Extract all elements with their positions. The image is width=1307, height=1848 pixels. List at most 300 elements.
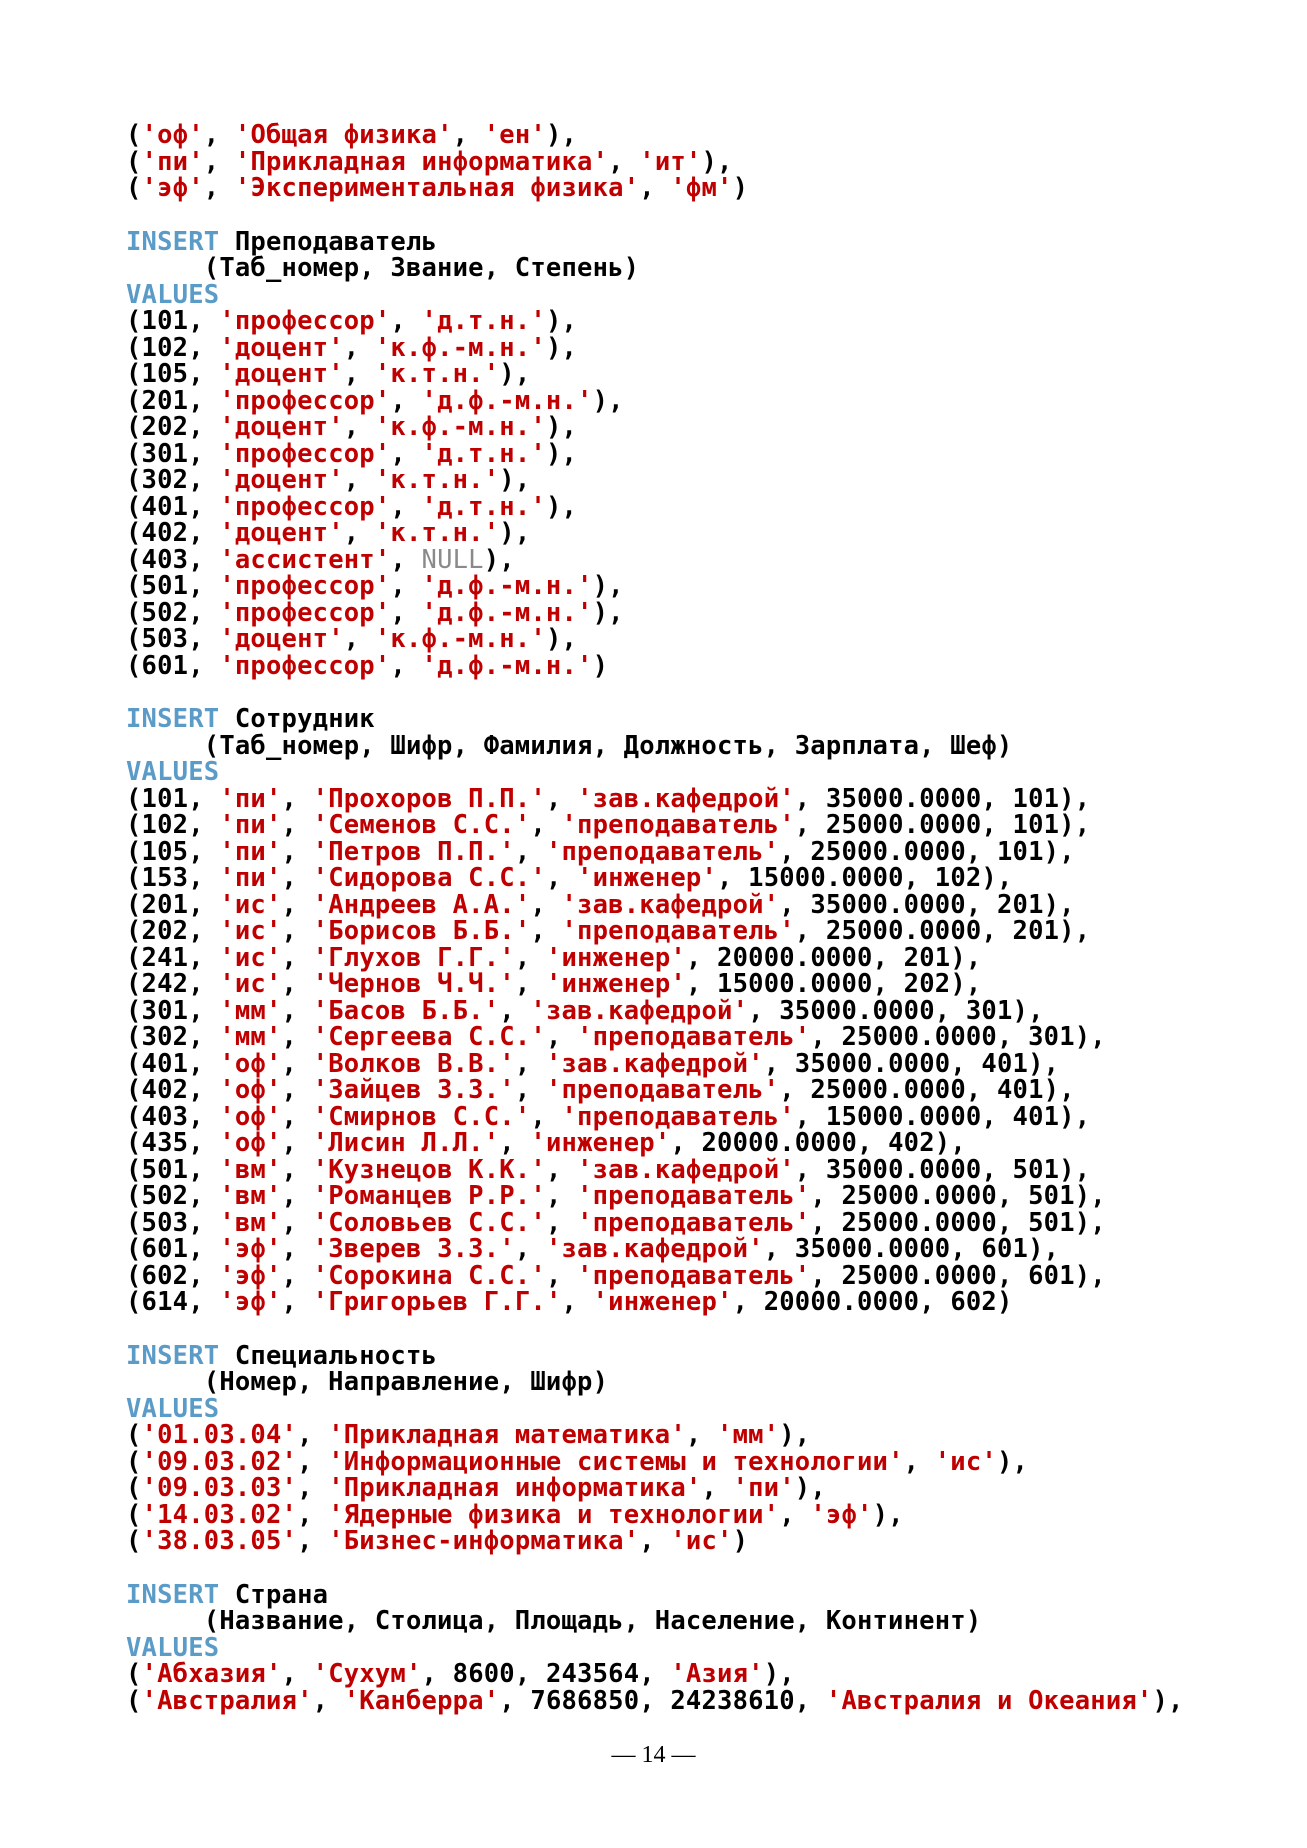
string-literal: '01.03.04' <box>141 1420 298 1450</box>
code-text: , <box>281 810 313 840</box>
code-text: ), <box>545 412 578 442</box>
code-text: , <box>281 1022 313 1052</box>
code-text: ), <box>779 1420 811 1450</box>
string-literal: 'ис' <box>934 1446 997 1477</box>
code-text: (201, <box>126 889 220 920</box>
code-text: , <box>530 810 562 840</box>
code-text: ) <box>592 650 609 681</box>
code-line <box>126 597 1184 628</box>
code-text: , <box>343 332 375 363</box>
string-literal: 'к.т.н.' <box>374 359 500 389</box>
code-text: , <box>685 1420 718 1450</box>
sql-keyword: VALUES <box>126 1393 220 1424</box>
code-text: , <box>545 863 578 893</box>
code-text: , 25000.0000, 501), <box>810 1207 1106 1238</box>
string-literal: 'Канберра' <box>343 1685 500 1716</box>
code-text: , 20000.0000, 201), <box>685 942 982 973</box>
code-text: , <box>903 1446 935 1477</box>
string-literal: 'Ядерные физика и технологии' <box>328 1499 780 1530</box>
code-text: (202, <box>126 412 220 442</box>
code-text: (301, <box>126 995 220 1026</box>
code-text: ), <box>545 438 578 469</box>
string-literal: 'зав.кафедрой' <box>577 1154 795 1185</box>
blank-line <box>126 202 1184 229</box>
code-line <box>126 1475 1184 1502</box>
code-text: , <box>390 306 422 336</box>
string-literal: 'доцент' <box>219 518 344 548</box>
code-text: , <box>281 783 313 814</box>
string-literal: 'Австралия и Океания' <box>825 1685 1153 1716</box>
code-line <box>126 995 1184 1026</box>
code-text: (501, <box>126 571 220 601</box>
code-text: , <box>390 438 422 469</box>
string-literal: 'профессор' <box>219 306 391 336</box>
code-text: ), <box>701 146 733 177</box>
string-literal: 'преподаватель' <box>577 1207 811 1238</box>
code-line <box>126 1499 1184 1530</box>
code-text: , 15000.0000, 202), <box>685 969 982 999</box>
code-text: , <box>281 1181 313 1211</box>
string-literal: 'пи' <box>219 863 282 893</box>
string-literal: 'ис' <box>219 969 282 999</box>
code-text: , <box>281 1659 313 1689</box>
string-literal: 'доцент' <box>219 465 344 495</box>
code-text: (Таб_номер, Шифр, Фамилия, Должность, Зарплата, Шеф) <box>126 730 1013 761</box>
code-text: ), <box>872 1499 904 1530</box>
string-literal: 'к.т.н.' <box>374 518 500 548</box>
string-literal: 'доцент' <box>219 624 344 654</box>
string-literal: 'эф' <box>219 1260 282 1291</box>
code-text: , <box>530 1101 562 1132</box>
code-text: (503, <box>126 1207 220 1238</box>
code-text: , <box>545 1260 578 1291</box>
code-line <box>126 1393 1184 1424</box>
code-text: , 20000.0000, 402), <box>670 1128 966 1158</box>
code-text: ), <box>592 571 624 601</box>
code-text: ), <box>996 1446 1029 1477</box>
string-literal: 'профессор' <box>219 650 391 681</box>
code-text: , <box>561 1287 593 1317</box>
code-text: ) <box>732 1526 749 1556</box>
code-text: Страна <box>219 1579 329 1610</box>
code-line <box>126 226 1184 257</box>
code-line <box>126 1369 1184 1396</box>
string-literal: 'инженер' <box>545 942 686 973</box>
code-text: , <box>281 889 313 920</box>
code-text: (101, <box>126 306 220 336</box>
code-text: , 35000.0000, 301), <box>748 995 1044 1026</box>
code-text: (403, <box>126 1101 220 1132</box>
code-text: ), <box>592 597 624 628</box>
code-text: , 25000.0000, 601), <box>810 1260 1106 1291</box>
string-literal: 'д.ф.-м.н.' <box>421 597 593 628</box>
code-text: ), <box>763 1659 795 1689</box>
code-text: ), <box>499 359 531 389</box>
code-text: (302, <box>126 465 220 495</box>
code-line <box>126 255 1184 282</box>
string-literal: 'доцент' <box>219 412 344 442</box>
code-text: , <box>281 1260 313 1291</box>
blank-line <box>126 1555 1184 1582</box>
code-line <box>126 971 1184 998</box>
code-text: (614, <box>126 1287 220 1317</box>
code-text: , <box>203 146 235 177</box>
code-text: , <box>343 412 375 442</box>
code-line <box>126 1422 1184 1449</box>
code-line <box>126 414 1184 441</box>
string-literal: 'вм' <box>219 1181 282 1211</box>
code-text: , <box>390 571 422 601</box>
code-line <box>126 520 1184 547</box>
code-text: , <box>343 465 375 495</box>
code-text: ), <box>483 544 515 575</box>
string-literal: '09.03.03' <box>141 1473 298 1503</box>
code-text: ), <box>545 491 578 522</box>
code-line <box>126 467 1184 494</box>
string-literal: 'профессор' <box>219 491 391 522</box>
code-line <box>126 1154 1184 1185</box>
string-literal: 'эф' <box>141 173 204 203</box>
code-text: , <box>343 359 375 389</box>
code-text: ), <box>1152 1685 1184 1716</box>
code-line <box>126 385 1184 416</box>
code-text: (503, <box>126 624 220 654</box>
code-line <box>126 1446 1184 1477</box>
code-text: ( <box>126 1446 142 1477</box>
code-text: , <box>514 969 546 999</box>
code-text: ), <box>545 332 578 363</box>
code-text: , <box>281 1287 313 1317</box>
code-text: , 25000.0000, 501), <box>810 1181 1106 1211</box>
string-literal: 'к.ф.-м.н.' <box>374 332 546 363</box>
string-literal: 'профессор' <box>219 438 391 469</box>
string-literal: '14.03.02' <box>141 1499 298 1530</box>
string-literal: 'пи' <box>732 1473 795 1503</box>
string-literal: 'к.ф.-м.н.' <box>374 412 546 442</box>
code-line <box>126 438 1184 469</box>
code-text: , <box>281 1234 313 1264</box>
string-literal: 'Глухов Г.Г.' <box>312 942 515 973</box>
code-text: (201, <box>126 385 220 416</box>
code-text: (601, <box>126 650 220 681</box>
string-literal: 'инженер' <box>530 1128 671 1158</box>
code-line <box>126 942 1184 973</box>
code-text: (601, <box>126 1234 220 1264</box>
string-literal: 'мм' <box>717 1420 780 1450</box>
code-text: , <box>297 1473 329 1503</box>
code-line <box>126 1661 1184 1688</box>
string-literal: 'Экспериментальная физика' <box>234 173 640 203</box>
string-literal: 'профессор' <box>219 597 391 628</box>
string-literal: 'д.т.н.' <box>421 306 546 336</box>
code-text: (301, <box>126 438 220 469</box>
code-text: , <box>639 173 671 203</box>
code-text: (402, <box>126 1075 220 1105</box>
code-text: , <box>390 597 422 628</box>
code-text: , <box>639 1526 671 1556</box>
code-text: , 35000.0000, 601), <box>763 1234 1060 1264</box>
string-literal: 'Бизнес-информатика' <box>328 1526 640 1556</box>
sql-keyword: VALUES <box>126 279 220 310</box>
string-literal: 'зав.кафедрой' <box>561 889 780 920</box>
code-text: , <box>281 1075 313 1105</box>
code-line <box>126 146 1184 177</box>
string-literal: 'Басов Б.Б.' <box>312 995 500 1026</box>
string-literal: 'Прикладная информатика' <box>234 146 609 177</box>
code-line <box>126 544 1184 575</box>
string-literal: 'Абхазия' <box>141 1659 282 1689</box>
code-text: ( <box>126 173 142 203</box>
string-literal: 'ассистент' <box>219 544 391 575</box>
code-text: ), <box>794 1473 826 1503</box>
code-line <box>126 1579 1184 1610</box>
string-literal: 'ис' <box>670 1526 733 1556</box>
code-line <box>126 361 1184 388</box>
code-text: ) <box>732 173 749 203</box>
string-literal: 'Информационные системы и технологии' <box>328 1446 904 1477</box>
string-literal: 'ис' <box>219 916 282 946</box>
code-text: (153, <box>126 863 220 893</box>
string-literal: 'Петров П.П.' <box>312 836 515 867</box>
code-line <box>126 1528 1184 1555</box>
code-line <box>126 1101 1184 1132</box>
code-text: , <box>297 1420 329 1450</box>
code-text: , <box>281 1154 313 1185</box>
string-literal: 'Романцев Р.Р.' <box>312 1181 546 1211</box>
code-line <box>126 1048 1184 1079</box>
code-text: , 20000.0000, 602) <box>732 1287 1013 1317</box>
string-literal: 'эф' <box>219 1234 282 1264</box>
code-line <box>126 730 1184 761</box>
string-literal: 'мм' <box>219 995 282 1026</box>
string-literal: 'оф' <box>219 1075 282 1105</box>
string-literal: 'Григорьев Г.Г.' <box>312 1287 562 1317</box>
string-literal: 'Зверев З.З.' <box>312 1234 515 1264</box>
code-text: (101, <box>126 783 220 814</box>
code-text: (502, <box>126 597 220 628</box>
code-line <box>126 1077 1184 1104</box>
string-literal: 'инженер' <box>577 863 718 893</box>
string-literal: 'д.ф.-м.н.' <box>421 385 593 416</box>
string-literal: 'эф' <box>219 1287 282 1317</box>
string-literal: 'ен' <box>483 120 546 150</box>
code-text: Преподаватель <box>219 226 438 257</box>
code-text: (401, <box>126 1048 220 1079</box>
code-text: ( <box>126 1499 142 1530</box>
string-literal: 'преподаватель' <box>561 810 795 840</box>
page-number: — 14 — <box>611 1742 696 1768</box>
code-text: , <box>545 1207 578 1238</box>
code-text: , <box>514 1075 546 1105</box>
code-line <box>126 573 1184 600</box>
sql-keyword: VALUES <box>126 757 220 787</box>
string-literal: 'д.ф.-м.н.' <box>421 650 593 681</box>
string-literal: 'оф' <box>219 1101 282 1132</box>
code-text: (602, <box>126 1260 220 1291</box>
string-literal: 'оф' <box>141 120 204 150</box>
string-literal: 'профессор' <box>219 385 391 416</box>
code-text: Сотрудник <box>219 704 375 734</box>
code-text: , <box>530 889 562 920</box>
code-line <box>126 1183 1184 1210</box>
string-literal: 'зав.кафедрой' <box>545 1234 764 1264</box>
code-text: , <box>545 783 578 814</box>
code-text: , <box>779 1499 811 1530</box>
code-text: , <box>545 1181 578 1211</box>
code-line <box>126 1130 1184 1157</box>
code-line <box>126 889 1184 920</box>
code-text: , <box>297 1446 329 1477</box>
code-line <box>126 706 1184 733</box>
code-text: , 35000.0000, 401), <box>763 1048 1060 1079</box>
code-text: (105, <box>126 359 220 389</box>
code-text: , <box>390 385 422 416</box>
code-line <box>126 332 1184 363</box>
code-text: , 8600, 243564, <box>421 1659 671 1689</box>
string-literal: 'ис' <box>219 942 282 973</box>
code-text: ( <box>126 1685 142 1716</box>
code-line <box>126 1024 1184 1051</box>
code-line <box>126 308 1184 335</box>
string-literal: '09.03.02' <box>141 1446 298 1477</box>
string-literal: 'Кузнецов К.К.' <box>312 1154 546 1185</box>
code-text: (402, <box>126 518 220 548</box>
string-literal: 'зав.кафедрой' <box>577 783 795 814</box>
sql-code-block <box>126 122 1184 1714</box>
code-text: (502, <box>126 1181 220 1211</box>
code-text: (102, <box>126 810 220 840</box>
string-literal: 'оф' <box>219 1128 282 1158</box>
code-text: , 25000.0000, 101), <box>794 810 1091 840</box>
code-text: Специальность <box>219 1340 438 1371</box>
code-text: , <box>514 836 546 867</box>
string-literal: 'эф' <box>810 1499 873 1530</box>
code-line <box>126 1340 1184 1371</box>
string-literal: 'Сухум' <box>312 1659 422 1689</box>
string-literal: 'Лисин Л.Л.' <box>312 1128 500 1158</box>
code-text: , 25000.0000, 201), <box>794 916 1091 946</box>
string-literal: 'Семенов С.С.' <box>312 810 531 840</box>
string-literal: 'преподаватель' <box>545 836 780 867</box>
sql-keyword: INSERT <box>126 704 220 734</box>
code-text: , <box>203 120 235 150</box>
string-literal: 'мм' <box>219 1022 282 1052</box>
string-literal: 'Борисов Б.Б.' <box>312 916 531 946</box>
string-literal: 'инженер' <box>545 969 686 999</box>
code-line <box>126 759 1184 786</box>
string-literal: 'Австралия' <box>141 1685 313 1716</box>
string-literal: 'зав.кафедрой' <box>545 1048 764 1079</box>
code-text: ), <box>545 120 578 150</box>
string-literal: 'Сорокина С.С.' <box>312 1260 546 1291</box>
string-literal: 'доцент' <box>219 332 344 363</box>
code-text: , <box>281 1207 313 1238</box>
code-line <box>126 175 1184 202</box>
code-text: , 25000.0000, 101), <box>779 836 1075 867</box>
string-literal: 'преподаватель' <box>577 1260 811 1291</box>
code-text: , <box>343 518 375 548</box>
code-line <box>126 626 1184 653</box>
code-text: , <box>390 491 422 522</box>
code-line <box>126 279 1184 310</box>
code-text: , <box>281 1101 313 1132</box>
string-literal: 'ис' <box>219 889 282 920</box>
string-literal: 'Прохоров П.П.' <box>312 783 546 814</box>
code-line <box>126 1685 1184 1716</box>
code-text: ( <box>126 1659 142 1689</box>
string-literal: 'преподаватель' <box>577 1181 811 1211</box>
code-line <box>126 836 1184 867</box>
string-literal: 'Зайцев З.З.' <box>312 1075 515 1105</box>
code-text: (302, <box>126 1022 220 1052</box>
code-line <box>126 1608 1184 1635</box>
string-literal: 'преподаватель' <box>545 1075 780 1105</box>
code-line <box>126 918 1184 945</box>
string-literal: 'пи' <box>219 783 282 814</box>
code-line <box>126 1207 1184 1238</box>
code-text: , <box>281 916 313 946</box>
null-literal: NULL <box>421 544 484 575</box>
code-text: , 7686850, 24238610, <box>499 1685 826 1716</box>
code-text: , <box>499 1128 531 1158</box>
string-literal: 'доцент' <box>219 359 344 389</box>
code-line <box>126 491 1184 522</box>
code-text: , <box>297 1526 329 1556</box>
string-literal: '38.03.05' <box>141 1526 298 1556</box>
string-literal: 'Сидорова С.С.' <box>312 863 546 893</box>
code-text: , 25000.0000, 401), <box>779 1075 1075 1105</box>
code-text: (202, <box>126 916 220 946</box>
code-text: (242, <box>126 969 220 999</box>
code-text: , <box>390 544 422 575</box>
code-line <box>126 1260 1184 1291</box>
code-text: (Номер, Направление, Шифр) <box>126 1367 609 1397</box>
code-text: , <box>312 1685 344 1716</box>
blank-line <box>126 1316 1184 1343</box>
string-literal: 'преподаватель' <box>561 1101 795 1132</box>
code-text: , <box>203 173 235 203</box>
code-text: (105, <box>126 836 220 867</box>
string-literal: 'профессор' <box>219 571 391 601</box>
code-text: , <box>281 995 313 1026</box>
code-text: , <box>297 1499 329 1530</box>
code-text: , <box>281 863 313 893</box>
string-literal: 'Сергеева С.С.' <box>312 1022 546 1052</box>
string-literal: 'ит' <box>639 146 702 177</box>
code-text: , <box>545 1022 578 1052</box>
code-text: (401, <box>126 491 220 522</box>
code-text: (102, <box>126 332 220 363</box>
string-literal: 'преподаватель' <box>561 916 795 946</box>
code-text: ), <box>592 385 624 416</box>
code-text: ), <box>499 465 531 495</box>
code-line <box>126 1632 1184 1663</box>
string-literal: 'преподаватель' <box>577 1022 811 1052</box>
string-literal: 'д.т.н.' <box>421 438 546 469</box>
string-literal: 'Смирнов С.С.' <box>312 1101 531 1132</box>
code-text: , 35000.0000, 201), <box>779 889 1075 920</box>
string-literal: 'к.ф.-м.н.' <box>374 624 546 654</box>
string-literal: 'Андреев А.А.' <box>312 889 531 920</box>
code-text: , <box>343 624 375 654</box>
code-text: , <box>608 146 640 177</box>
code-text: , <box>281 1048 313 1079</box>
string-literal: 'зав.кафедрой' <box>530 995 749 1026</box>
string-literal: 'пи' <box>141 146 204 177</box>
string-literal: 'вм' <box>219 1154 282 1185</box>
code-text: ( <box>126 120 142 150</box>
code-text: , 35000.0000, 501), <box>794 1154 1091 1185</box>
